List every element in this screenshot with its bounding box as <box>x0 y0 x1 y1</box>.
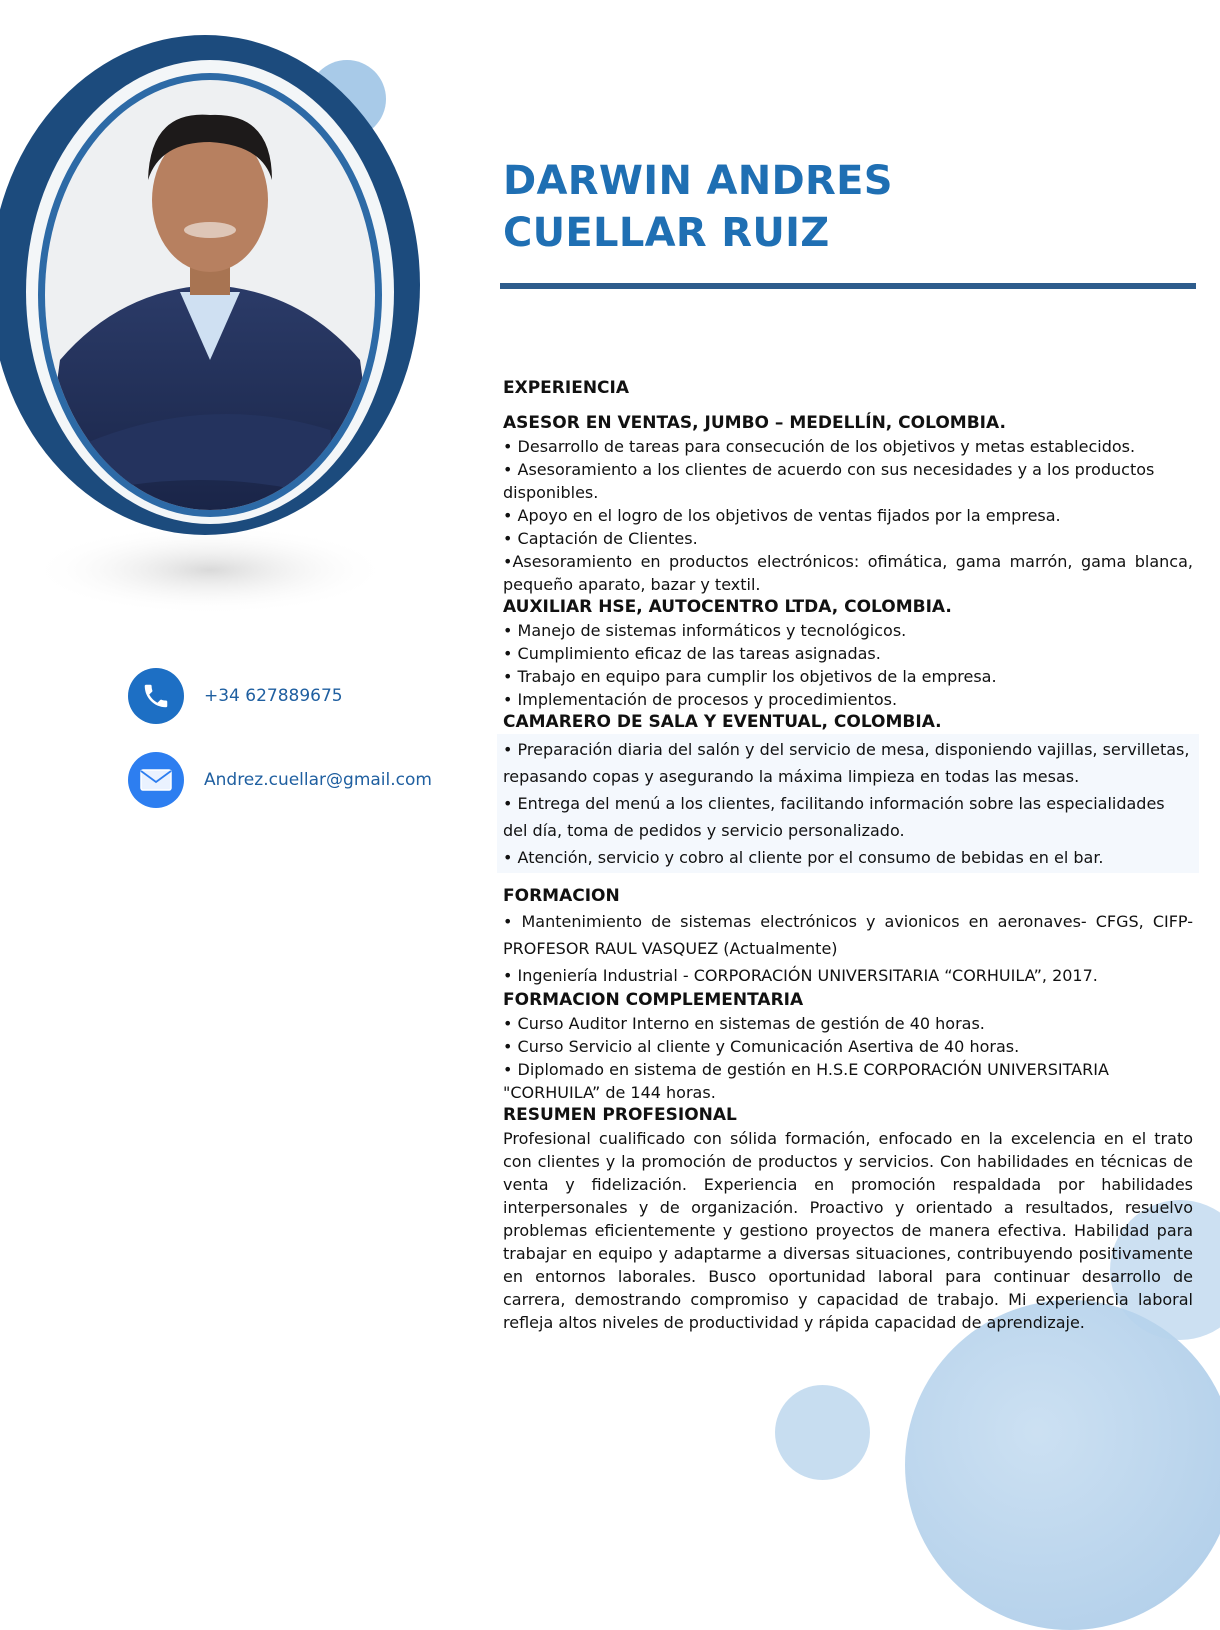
job-title: ASESOR EN VENTAS, JUMBO – MEDELLÍN, COLOMBIA. <box>503 413 1006 433</box>
job-bullet: • Captación de Clientes. <box>503 529 698 548</box>
decor-circle-bottom-small <box>775 1385 870 1480</box>
formacion-complementaria-item: • Diplomado en sistema de gestión en H.S.E CORPORACIÓN UNIVERSITARIA "CORHUILA” de 144 horas. <box>503 1060 1109 1102</box>
formacion-complementaria-item: • Curso Servicio al cliente y Comunicación Asertiva de 40 horas. <box>503 1037 1020 1056</box>
job-bullets-shaded <box>497 734 1199 873</box>
job-title: AUXILIAR HSE, AUTOCENTRO LTDA, COLOMBIA. <box>503 597 952 617</box>
job-bullet: • Manejo de sistemas informáticos y tecnológicos. <box>503 621 907 640</box>
cv-content <box>503 377 1193 1334</box>
job-bullet: •Asesoramiento en productos electrónicos: ofimática, gama marrón, gama blanca, pequeño aparato, bazar y textil. <box>503 552 1193 594</box>
formacion-complementaria-item: • Curso Auditor Interno en sistemas de gestión de 40 horas. <box>503 1014 985 1033</box>
resumen-text: Profesional cualificado con sólida formación, enfocado en la excelencia en el trato con clientes y la promoción de productos y servicios. Con habilidades en técnicas de venta y fidelización. Experiencia en promoción respaldada por habilidades interpersonales y de organización. Proactivo y orientado a resultados, resuelvo problemas eficientemente y gestiono proyectos de manera efectiva. Habilidad para trabajar en equipo y adaptarme a diversas situaciones, contribuyendo positivamente en entornos laborales. Busco oportunidad laboral para continuar desarrollo de carrera, demostrando compromiso y capacidad de trabajo. Mi experiencia laboral refleja altos niveles de productividad y rápida capacidad de aprendizaje. <box>503 1129 1193 1332</box>
formacion-item: • Mantenimiento de sistemas electrónicos y avionicos en aeronaves- CFGS, CIFP- PROFESOR RAUL VASQUEZ (Actualmente) <box>503 912 1193 958</box>
formacion-item: • Ingeniería Industrial - CORPORACIÓN UNIVERSITARIA “CORHUILA”, 2017. <box>503 966 1098 985</box>
job-bullet: • Entrega del menú a los clientes, facilitando información sobre las especialidades del día, toma de pedidos y servicio personalizado. <box>503 794 1165 840</box>
candidate-name <box>503 155 893 259</box>
photo-frame <box>0 30 440 630</box>
section-title-experiencia: EXPERIENCIA <box>503 378 630 398</box>
name-line-2: CUELLAR RUIZ <box>503 210 830 256</box>
job-bullet: • Apoyo en el logro de los objetivos de ventas fijados por la empresa. <box>503 506 1061 525</box>
job-title: CAMARERO DE SALA Y EVENTUAL, COLOMBIA. <box>503 712 942 732</box>
contact-email <box>128 752 432 808</box>
job-bullet: • Atención, servicio y cobro al cliente por el consumo de bebidas en el bar. <box>503 848 1104 867</box>
job-bullet: • Trabajo en equipo para cumplir los objetivos de la empresa. <box>503 667 997 686</box>
phone-number[interactable]: +34 627889675 <box>204 686 343 706</box>
envelope-icon <box>128 752 184 808</box>
name-divider <box>500 283 1196 289</box>
email-address[interactable]: Andrez.cuellar@gmail.com <box>204 770 432 790</box>
section-title-formacion: FORMACION <box>503 886 620 906</box>
section-title-formacion-complementaria: FORMACION COMPLEMENTARIA <box>503 990 804 1010</box>
name-line-1: DARWIN ANDRES <box>503 158 893 204</box>
contact-phone <box>128 668 343 724</box>
job-bullet: • Preparación diaria del salón y del servicio de mesa, disponiendo vajillas, servilletas, repasando copas y asegurando la máxima limpieza en todas las mesas. <box>503 740 1190 786</box>
decor-circle-bottom-large <box>905 1300 1220 1630</box>
job-bullet: • Implementación de procesos y procedimientos. <box>503 690 898 709</box>
section-title-resumen: RESUMEN PROFESIONAL <box>503 1105 737 1125</box>
job-bullet: • Cumplimiento eficaz de las tareas asignadas. <box>503 644 881 663</box>
phone-icon <box>128 668 184 724</box>
job-bullet: • Asesoramiento a los clientes de acuerdo con sus necesidades y a los productos disponibles. <box>503 460 1155 502</box>
job-bullet: • Desarrollo de tareas para consecución de los objetivos y metas establecidos. <box>503 437 1136 456</box>
